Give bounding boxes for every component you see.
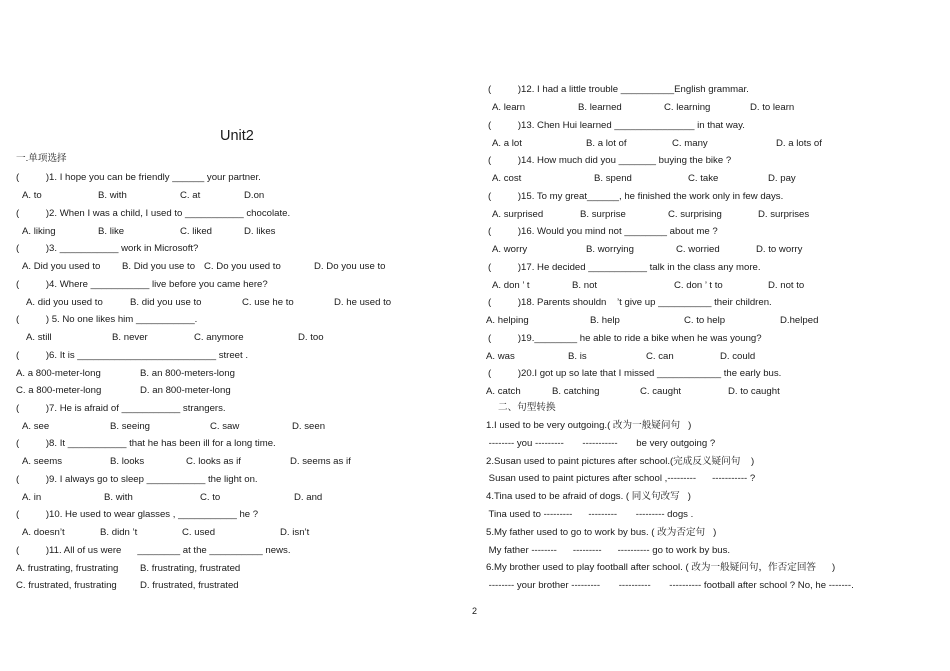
answer-option: C. to xyxy=(200,491,221,503)
answer-option: A. don ’ t xyxy=(492,279,530,291)
question-row: ( )6. It is __________________________ street . xyxy=(16,349,249,361)
answer-option: D.helped xyxy=(780,315,819,326)
answer-option: C. anymore xyxy=(194,332,244,343)
answer-option: B. frustrating, frustrated xyxy=(140,562,241,574)
answer-option: C. surprising xyxy=(668,208,722,220)
answer-option: C. used xyxy=(182,527,216,538)
answer-option: D. pay xyxy=(768,173,796,184)
answer-option: D. could xyxy=(720,350,756,362)
page-number: 2 xyxy=(472,606,478,616)
answer-option: A. helping xyxy=(486,315,529,326)
answer-option: D.on xyxy=(244,190,265,201)
answer-option: D. to caught xyxy=(728,386,780,397)
answer-option: A. frustrating, frustrating xyxy=(16,562,119,574)
transformation-line: -------- your brother --------- ---------- ---------- football after school ? No, he -------. xyxy=(486,580,854,592)
answer-option: D. too xyxy=(298,332,324,343)
answer-option: A. did you used to xyxy=(26,296,103,308)
answer-option: B. with xyxy=(98,190,127,201)
question-row: ( )16. Would you mind not ________ about me ? xyxy=(488,226,718,237)
answer-option: A. liking xyxy=(22,225,56,237)
answer-option: A. worry xyxy=(492,244,528,255)
question-row: ( )10. He used to wear glasses , ___________ he ? xyxy=(16,509,259,520)
answer-option: A. surprised xyxy=(492,208,544,220)
question-row: ( )2. When I was a child, I used to ___________ chocolate. xyxy=(16,207,291,219)
transformation-line: Susan used to paint pictures after school ,--------- ----------- ? xyxy=(486,473,756,485)
answer-option: D. seen xyxy=(292,420,326,432)
question-row: ( )11. All of us were ________ at the __________ news. xyxy=(16,544,291,556)
answer-option: B. not xyxy=(572,279,598,291)
answer-option: A. catch xyxy=(486,386,521,397)
answer-option: B. help xyxy=(590,315,620,326)
answer-option: B. a lot of xyxy=(586,137,627,149)
answer-option: C. can xyxy=(646,350,674,362)
answer-option: B. is xyxy=(568,350,587,362)
question-row: ( )17. He decided ___________ talk in the class any more. xyxy=(488,261,761,273)
answer-option: B. learned xyxy=(578,102,622,113)
answer-option: C. use he to xyxy=(242,296,294,308)
answer-option: C. learning xyxy=(664,102,711,113)
answer-option: D. isn’t xyxy=(280,527,310,538)
answer-option: D. to learn xyxy=(750,102,795,113)
question-row: ( )7. He is afraid of ___________ strangers. xyxy=(16,402,226,414)
answer-option: A. was xyxy=(486,350,515,362)
answer-option: A. still xyxy=(26,332,52,343)
question-row: ( )9. I always go to sleep ___________ the light on. xyxy=(16,473,258,485)
question-row: ( )14. How much did you _______ buying the bike ? xyxy=(488,155,732,166)
answer-option: C. a 800-meter-long xyxy=(16,385,102,396)
answer-option: C. many xyxy=(672,137,708,149)
question-row: ( )19.________ he able to ride a bike when he was young? xyxy=(488,332,762,344)
answer-option: D. not to xyxy=(768,279,805,291)
transformation-line: 5.My father used to go to work by bus. ( 改为否定句 ) xyxy=(486,526,717,538)
answer-option: B. looks xyxy=(110,456,145,467)
answer-option: C. caught xyxy=(640,386,682,397)
answer-option: B. didn ’t xyxy=(100,527,138,538)
answer-option: A. learn xyxy=(492,102,526,113)
answer-option: C. saw xyxy=(210,420,240,432)
answer-option: B. catching xyxy=(552,386,600,397)
transformation-line: 6.My brother used to play football after school. ( 改为一般疑问句，作否定回答 ) xyxy=(486,562,836,574)
answer-option: B. Did you use to xyxy=(122,261,196,272)
answer-option: A. a lot xyxy=(492,137,522,149)
section-heading-multiple-choice: 一.单项选择 xyxy=(16,153,67,164)
answer-option: B. did you use to xyxy=(130,296,202,308)
question-row: ( ) 5. No one likes him ___________. xyxy=(16,314,198,325)
answer-option: B. surprise xyxy=(580,208,626,220)
section-heading-transformation: 二、句型转换 xyxy=(498,402,556,413)
answer-option: C. frustrated, frustrating xyxy=(16,580,117,591)
question-row: ( )20.I got up so late that I missed ____________ the early bus. xyxy=(488,368,782,379)
answer-option: D. surprises xyxy=(758,208,810,220)
answer-option: C. at xyxy=(180,190,201,201)
answer-option: C. don ’ t to xyxy=(674,279,723,291)
answer-option: B. worrying xyxy=(586,244,634,255)
answer-option: B. an 800-meters-long xyxy=(140,367,235,379)
answer-option: A. in xyxy=(22,491,42,503)
transformation-line: 4.Tina used to be afraid of dogs. ( 同义句改写 ) xyxy=(486,491,691,503)
answer-option: D. an 800-meter-long xyxy=(140,385,231,396)
answer-option: D. a lots of xyxy=(776,137,822,149)
answer-option: C. Do you used to xyxy=(204,261,281,272)
question-row: ( )8. It ___________ that he has been ill for a long time. xyxy=(16,438,276,449)
answer-option: A. to xyxy=(22,190,42,201)
answer-option: A. seems xyxy=(22,456,62,467)
answer-option: A. cost xyxy=(492,173,522,184)
answer-option: B. seeing xyxy=(110,420,151,432)
transformation-line: Tina used to --------- --------- --------- dogs . xyxy=(486,509,694,520)
answer-option: A. see xyxy=(22,420,50,432)
answer-option: A. Did you used to xyxy=(22,261,101,272)
transformation-line: -------- you --------- ----------- be very outgoing ? xyxy=(486,437,716,449)
question-row: ( )4. Where ___________ live before you came here? xyxy=(16,278,268,290)
answer-option: D. likes xyxy=(244,225,276,237)
answer-option: D. to worry xyxy=(756,244,803,255)
page-title: Unit2 xyxy=(220,128,254,144)
question-row: ( )12. I had a little trouble __________English grammar. xyxy=(488,84,749,95)
answer-option: A. a 800-meter-long xyxy=(16,367,101,379)
answer-option: C. take xyxy=(688,173,719,184)
answer-option: C. liked xyxy=(180,225,212,237)
question-row: ( )1. I hope you can be friendly ______ your partner. xyxy=(16,172,261,183)
answer-option: D. and xyxy=(294,491,323,503)
question-row: ( )15. To my great______, he finished the work only in few days. xyxy=(488,190,784,202)
answer-option: A. doesn’t xyxy=(22,527,65,538)
transformation-line: My father -------- --------- ---------- go to work by bus. xyxy=(486,544,731,556)
answer-option: B. spend xyxy=(594,173,632,184)
answer-option: B. never xyxy=(112,332,148,343)
transformation-line: 2.Susan used to paint pictures after school.(完成反义疑问句 ) xyxy=(486,455,755,467)
answer-option: D. Do you use to xyxy=(314,261,386,272)
answer-option: C. worried xyxy=(676,244,720,255)
transformation-line: 1.I used to be very outgoing.( 改为一般疑问句 ) xyxy=(486,420,692,431)
question-row: ( )3. ___________ work in Microsoft? xyxy=(16,243,199,254)
answer-option: C. looks as if xyxy=(186,456,241,467)
answer-option: C. to help xyxy=(684,315,726,326)
answer-option: D. he used to xyxy=(334,296,392,308)
answer-option: D. frustrated, frustrated xyxy=(140,580,239,591)
answer-option: D. seems as if xyxy=(290,456,351,467)
answer-option: B. like xyxy=(98,225,125,237)
answer-option: B. with xyxy=(104,491,133,503)
question-row: ( )18. Parents shouldn ’t give up __________ their children. xyxy=(488,297,772,308)
question-row: ( )13. Chen Hui learned _______________ in that way. xyxy=(488,119,745,131)
